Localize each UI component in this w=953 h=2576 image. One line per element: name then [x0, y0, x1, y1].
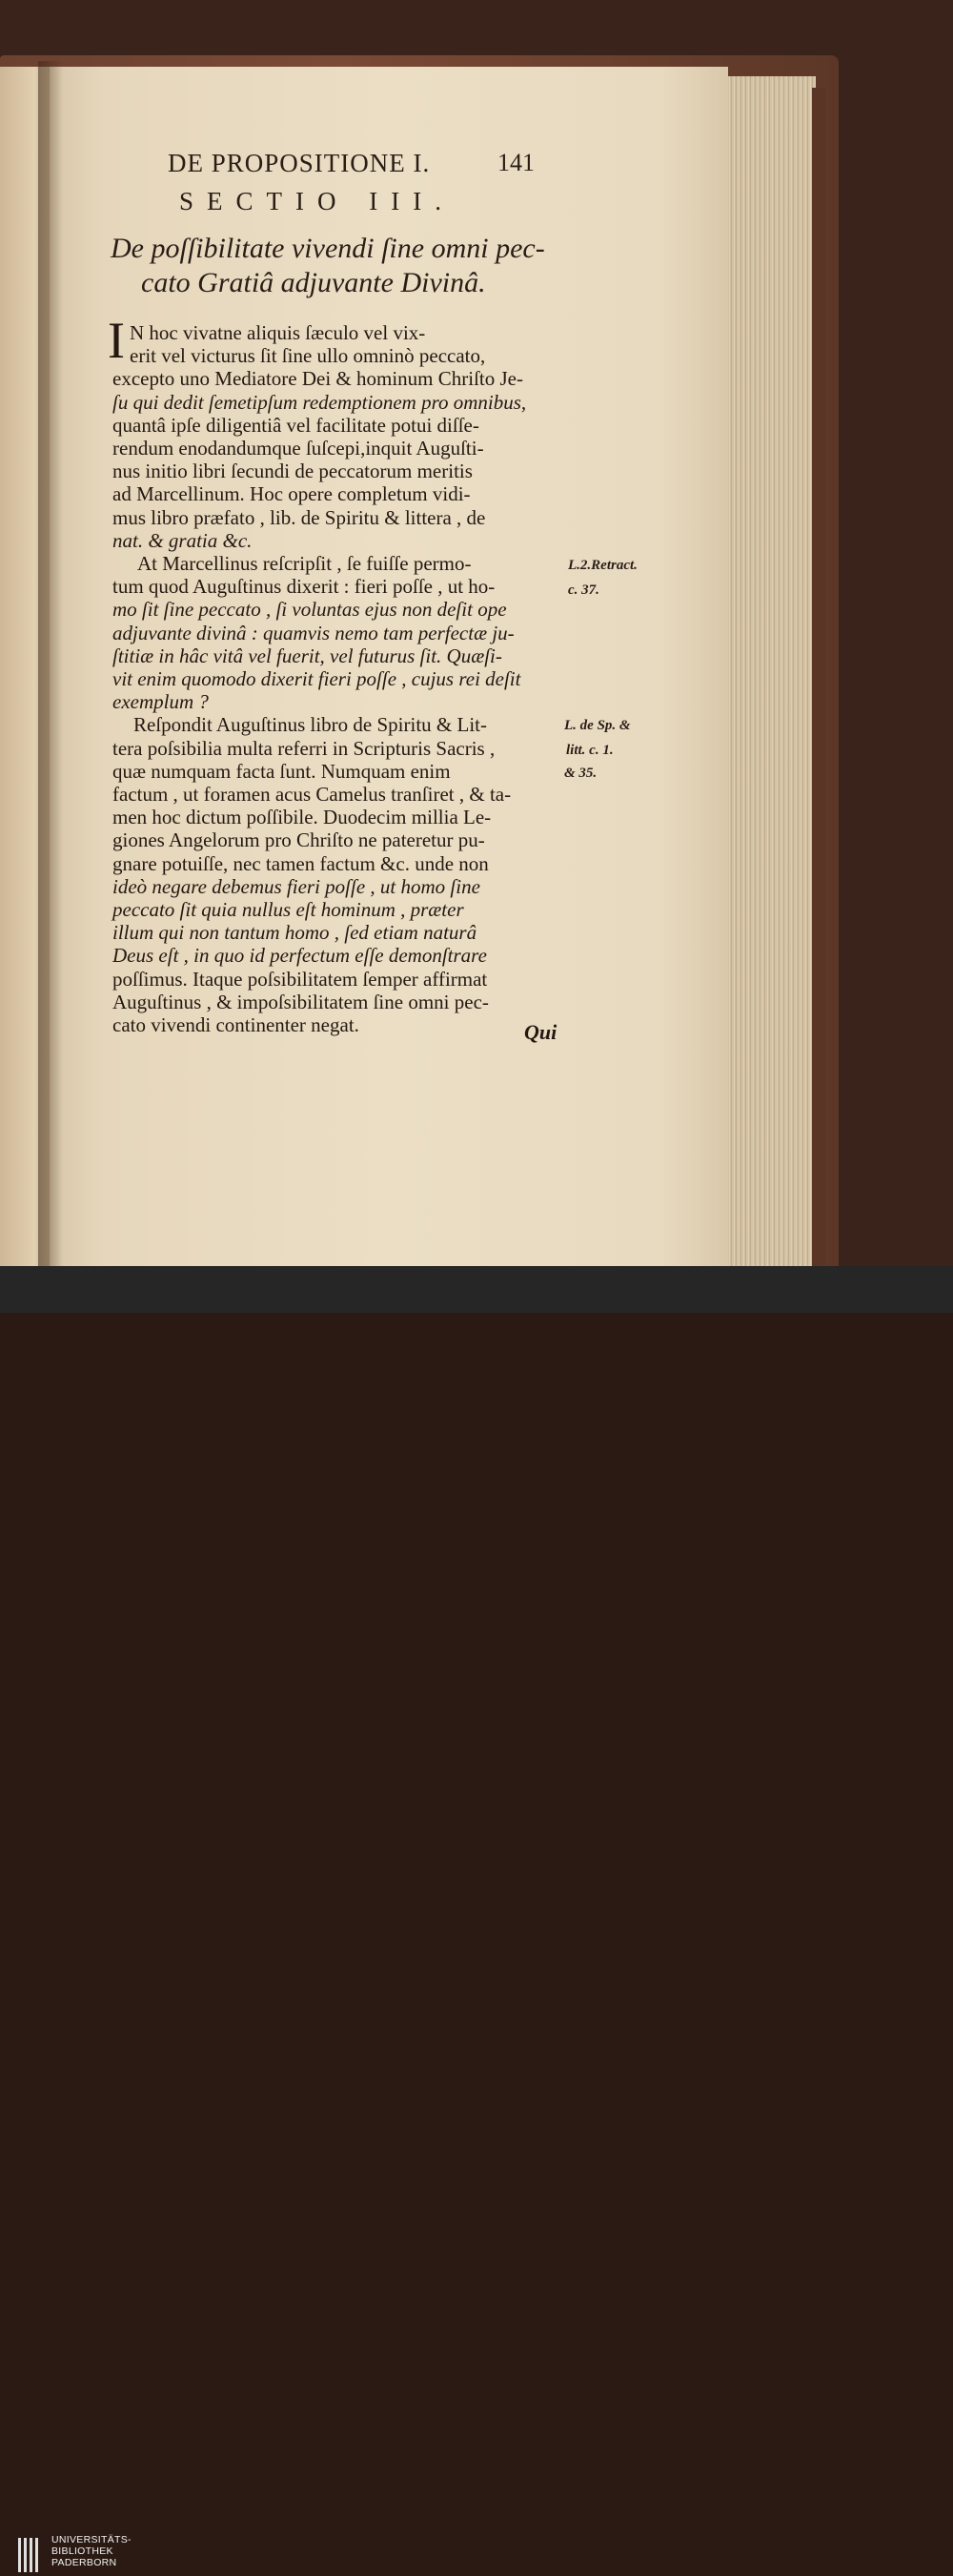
text-line: tera poſsibilia multa referri in Scripturis Sacris , — [112, 736, 496, 760]
library-footer — [0, 1266, 953, 2568]
text-line: nus initio libri ſecundi de peccatorum meritis — [112, 460, 473, 483]
gutter-shadow — [38, 61, 63, 1266]
catchword: Qui — [524, 1020, 558, 1044]
logo-text-line-3: PADERBORN — [51, 2557, 117, 2568]
logo-text-line-1: UNIVERSITÄTS- — [51, 2534, 132, 2545]
text-line: ad Marcellinum. Hoc opere completum vidi- — [112, 482, 471, 506]
text-line: vit enim quomodo dixerit fieri poſſe , cujus rei deſit — [112, 667, 521, 690]
page-scan — [0, 0, 953, 1266]
text-line: mus libro præfato , lib. de Spiritu & littera , de — [112, 505, 486, 529]
drop-initial: I — [108, 312, 125, 369]
text-line: N hoc vivatne aliquis ſæculo vel vix- — [130, 321, 426, 344]
text-line: exemplum ? — [112, 690, 209, 714]
margin-note-2-line-3: & 35. — [564, 766, 598, 781]
text-line: cato vivendi continenter negat. — [112, 1013, 359, 1036]
text-line: peccato ſit quia nullus eſt hominum , præter — [112, 898, 464, 921]
margin-note-2-line-2: litt. c. 1. — [566, 743, 614, 758]
text-line: adjuvante divinâ : quamvis nemo tam perfectæ ju- — [112, 621, 515, 644]
text-line: gnare potuiſſe, nec tamen factum &c. unde non — [112, 851, 489, 875]
text-line: mo ſit ſine peccato , ſi voluntas ejus non deſit ope — [112, 598, 507, 622]
running-head: DE PROPOSITIONE I. — [168, 149, 431, 177]
text-line: tum quod Auguſtinus dixerit : fieri poſſe , ut ho- — [112, 575, 496, 599]
cover-edge — [812, 88, 825, 1266]
text-line: nat. & gratia &c. — [112, 528, 253, 552]
text-line: Auguſtinus , & impoſsibilitatem ſine omni pec- — [112, 990, 489, 1013]
text-line: At Marcellinus reſcripſit , ſe fuiſſe permo- — [137, 552, 472, 575]
text-line: excepto uno Mediatore Dei & hominum Chriſto Je- — [112, 367, 523, 391]
text-line: giones Angelorum pro Chriſto ne pateretur pu- — [112, 828, 485, 852]
margin-note-2-line-1: L. de Sp. & — [564, 718, 631, 733]
text-line: rendum enodandumque ſuſcepi,inquit Auguſti- — [112, 437, 484, 460]
chapter-title-line-2: cato Gratiâ adjuvante Divinâ. — [141, 267, 486, 298]
page-number: 141 — [497, 149, 535, 176]
page-edges — [728, 76, 816, 1266]
text-line: ſu qui dedit ſemetipſum redemptionem pro omnibus, — [112, 390, 527, 414]
margin-note-1-line-1: L.2.Retract. — [568, 558, 638, 573]
text-line: ideò negare debemus fieri poſſe , ut homo ſine — [112, 874, 480, 898]
text-line: ſtitiæ in hâc vitâ vel fuerit, vel futurus ſit. Quæſi- — [112, 644, 502, 667]
chapter-title-line-1: De poſſibilitate vivendi ſine omni pec- — [111, 233, 545, 264]
text-line: factum , ut foramen acus Camelus tranſiret , & ta- — [112, 783, 512, 806]
text-line: quæ numquam facta ſunt. Numquam enim — [112, 759, 451, 783]
text-line: men hoc dictum poſſibile. Duodecim millia Le- — [112, 806, 492, 829]
text-line: quantâ ipſe diligentiâ vel facilitate potui diſſe- — [112, 413, 479, 437]
section-heading: SECTIO III. — [179, 187, 455, 215]
text-line: poſſimus. Itaque poſsibilitatem ſemper affirmat — [112, 967, 488, 991]
text-line: erit vel victurus ſit ſine ullo omninò peccato, — [130, 344, 486, 368]
library-logo-icon — [17, 2534, 42, 2576]
margin-note-1-line-2: c. 37. — [568, 583, 599, 598]
text-line: Deus eſt , in quo id perfectum eſſe demonſtrare — [112, 944, 487, 968]
text-line: illum qui non tantum homo , ſed etiam naturâ — [112, 921, 477, 945]
logo-text-line-2: BIBLIOTHEK — [51, 2545, 113, 2557]
text-line: Reſpondit Auguſtinus libro de Spiritu & Lit- — [133, 713, 487, 737]
